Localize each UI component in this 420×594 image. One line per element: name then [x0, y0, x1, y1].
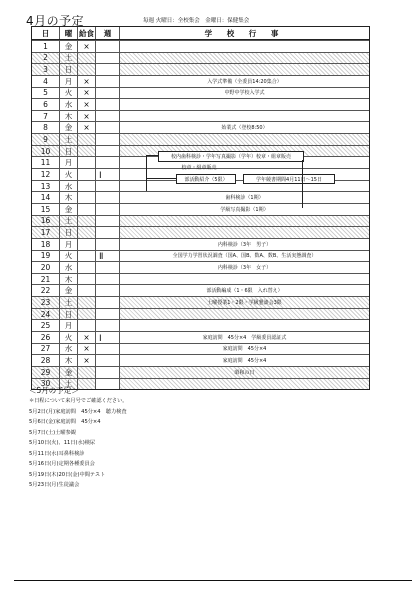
- lunch-cell: [78, 285, 96, 296]
- week-cell: [96, 239, 120, 250]
- week-cell: [96, 64, 120, 75]
- day-cell: 21: [32, 274, 60, 285]
- weekday-cell: 水: [60, 262, 78, 273]
- week-cell: [96, 122, 120, 133]
- lunch-cell: [78, 216, 96, 227]
- lunch-cell: [78, 262, 96, 273]
- week-cell: [96, 76, 120, 87]
- table-row: [32, 296, 369, 308]
- day-cell: 14: [32, 192, 60, 203]
- lunch-cell: [78, 53, 96, 64]
- day-cell: 2: [32, 53, 60, 64]
- table-row: [32, 331, 369, 343]
- table-row: [32, 87, 369, 99]
- lunch-cell: ×: [78, 41, 96, 52]
- table-row: [32, 133, 369, 145]
- day-cell: 22: [32, 285, 60, 296]
- event-box-shika: 校内歯科検診・学年写真撮影（学年）校章・組章販売: [158, 151, 304, 162]
- weekday-cell: 日: [60, 309, 78, 320]
- day-cell: 10: [32, 146, 60, 157]
- weekday-cell: 日: [60, 146, 78, 157]
- table-row: [32, 226, 369, 238]
- event-cell: [120, 64, 369, 75]
- day-cell: 5: [32, 88, 60, 99]
- event-cell: 土曜授業1・2限・学級懇談会3限: [207, 299, 282, 306]
- lunch-cell: ×: [78, 88, 96, 99]
- lunch-cell: [78, 134, 96, 145]
- week-cell: [96, 379, 120, 390]
- table-row: [32, 40, 369, 52]
- table-row: [32, 191, 369, 203]
- weekday-cell: 火: [60, 88, 78, 99]
- weekday-cell: 土: [60, 134, 78, 145]
- event-cell: [120, 111, 369, 122]
- day-cell: 19: [32, 251, 60, 262]
- week-mark-2: Ⅱ: [99, 252, 104, 262]
- event-cell: [120, 309, 369, 320]
- lunch-cell: [78, 379, 96, 390]
- lunch-cell: ×: [78, 122, 96, 133]
- week-mark-1: Ⅰ: [99, 171, 102, 181]
- page-title: 4月の予定: [26, 14, 85, 28]
- day-cell: 8: [32, 122, 60, 133]
- week-cell: [96, 262, 120, 273]
- lunch-cell: ×: [78, 344, 96, 355]
- event-cell: [120, 99, 369, 110]
- weekday-cell: 月: [60, 239, 78, 250]
- week-cell: [96, 355, 120, 366]
- weekday-cell: 土: [60, 53, 78, 64]
- event-cell: 家庭訪問 45分×4: [222, 358, 267, 365]
- day-cell: 17: [32, 227, 60, 238]
- day-cell: 16: [32, 216, 60, 227]
- weekday-cell: 木: [60, 111, 78, 122]
- weekday-cell: 月: [60, 157, 78, 168]
- lunch-cell: [78, 204, 96, 215]
- weekday-cell: 水: [60, 344, 78, 355]
- weekday-cell: 木: [60, 355, 78, 366]
- bracket-mid: [146, 178, 176, 179]
- weekday-cell: 木: [60, 192, 78, 203]
- table-row: [32, 261, 369, 273]
- event-cell: 内科検診（3年 女子）: [217, 264, 272, 271]
- header-day: 日: [32, 27, 60, 39]
- week-cell: [96, 111, 120, 122]
- header-weekday: 曜: [60, 27, 78, 39]
- table-row: [32, 98, 369, 110]
- event-cell: 中野中学校入学式: [224, 90, 265, 97]
- day-cell: 13: [32, 181, 60, 192]
- event-cell: 昭和の日: [234, 369, 255, 376]
- event-box-bukatsu: 部活動紹介（5限）: [176, 174, 236, 184]
- day-cell: 26: [32, 332, 60, 343]
- lunch-cell: [78, 64, 96, 75]
- header-week: 週: [96, 27, 120, 39]
- lunch-cell: [78, 169, 96, 180]
- weekday-cell: 月: [60, 320, 78, 331]
- lunch-cell: ×: [78, 76, 96, 87]
- lunch-cell: [78, 157, 96, 168]
- weekday-cell: 金: [60, 204, 78, 215]
- lunch-cell: [78, 297, 96, 308]
- table-row: [32, 52, 369, 64]
- event-cell: 入学式準備（全委員14:20集合）: [207, 78, 282, 85]
- week-cell: [96, 88, 120, 99]
- table-row: [32, 366, 369, 378]
- lunch-cell: ×: [78, 99, 96, 110]
- week-cell: [96, 309, 120, 320]
- table-row: [32, 203, 369, 215]
- table-row: [32, 354, 369, 366]
- day-cell: 9: [32, 134, 60, 145]
- day-cell: 24: [32, 309, 60, 320]
- lunch-cell: [78, 239, 96, 250]
- weekday-cell: 金: [60, 41, 78, 52]
- week-cell: [96, 181, 120, 192]
- weekday-cell: 土: [60, 379, 78, 390]
- schedule-table: [31, 26, 370, 390]
- table-row: [32, 319, 369, 331]
- day-cell: 4: [32, 76, 60, 87]
- weekday-cell: 火: [60, 169, 78, 180]
- table-row: [32, 284, 369, 296]
- day-cell: 6: [32, 99, 60, 110]
- event-cell: [120, 134, 369, 145]
- event-cell: 部活動編成（1・6限 入れ替え）: [206, 288, 283, 295]
- may-item: 5月19日(木)20日(金)中間テスト: [29, 471, 106, 478]
- table-row: [32, 343, 369, 355]
- table-row: [32, 238, 369, 250]
- weekday-cell: 火: [60, 332, 78, 343]
- event-cell: 家庭訪問 45分×4 学級委員認証式: [202, 334, 287, 341]
- table-row: [32, 215, 369, 227]
- week-cell: [96, 367, 120, 378]
- weekday-cell: 月: [60, 76, 78, 87]
- lunch-cell: [78, 251, 96, 262]
- lunch-cell: ×: [78, 111, 96, 122]
- table-row: [32, 75, 369, 87]
- day-cell: 25: [32, 320, 60, 331]
- lunch-cell: ×: [78, 355, 96, 366]
- table-row: [32, 63, 369, 75]
- table-row: [32, 121, 369, 133]
- day-cell: 3: [32, 64, 60, 75]
- may-item: 5月2日(月)家庭訪問 45分×4 聴力検査: [29, 408, 127, 415]
- week-cell: [96, 320, 120, 331]
- week-cell: [96, 157, 120, 168]
- lunch-cell: [78, 367, 96, 378]
- week-mark-3: Ⅰ: [99, 334, 102, 344]
- event-cell: 学級写真撮影（1期）: [220, 206, 269, 213]
- bracket-top: [146, 155, 158, 156]
- lunch-cell: [78, 192, 96, 203]
- may-item: 5月10日(火)、11日(水)検尿: [29, 440, 96, 446]
- may-item: 5月7日(土)土曜参観: [29, 429, 76, 436]
- may-item: 5月16日(月)定期各種委員会: [29, 461, 95, 467]
- event-cell: [120, 53, 369, 64]
- event-cell: [120, 41, 369, 52]
- week-cell: [96, 41, 120, 52]
- weekday-cell: 日: [60, 64, 78, 75]
- weekday-cell: 土: [60, 297, 78, 308]
- event-cell: [120, 320, 369, 331]
- lunch-cell: ×: [78, 332, 96, 343]
- week-cell: [96, 53, 120, 64]
- event-cell: 内科検診（3年 男子）: [217, 241, 272, 248]
- weekday-cell: 火: [60, 251, 78, 262]
- week-cell: [96, 146, 120, 157]
- weekday-cell: 日: [60, 227, 78, 238]
- may-item: 5月11日(水)耳鼻科検診: [29, 450, 85, 457]
- table-row: [32, 308, 369, 320]
- lunch-cell: [78, 309, 96, 320]
- may-title: ＜5月の予定＞: [29, 386, 79, 395]
- event-cell: 始業式（登校8:50）: [221, 125, 268, 132]
- weekday-cell: 水: [60, 99, 78, 110]
- arrow-line: [302, 160, 303, 208]
- event-cell: 家庭訪問 45分×4: [222, 346, 267, 353]
- event-box-kousho: 校章・組章販売: [181, 164, 217, 171]
- lunch-cell: [78, 274, 96, 285]
- week-cell: [96, 99, 120, 110]
- table-row: [32, 273, 369, 285]
- day-cell: 23: [32, 297, 60, 308]
- weekday-cell: 土: [60, 216, 78, 227]
- week-cell: [96, 192, 120, 203]
- day-cell: 15: [32, 204, 60, 215]
- lunch-cell: [78, 320, 96, 331]
- lunch-cell: [78, 227, 96, 238]
- header-lunch: 給食: [79, 28, 94, 38]
- may-list: [29, 396, 127, 491]
- day-cell: 20: [32, 262, 60, 273]
- day-cell: 11: [32, 157, 60, 168]
- week-cell: [96, 134, 120, 145]
- week-cell: [96, 297, 120, 308]
- page-subtitle: 毎週 火曜日：全校集会 金曜日：保健集会: [143, 18, 250, 24]
- event-box-kikan: 学年競書期間4月11日～15日: [243, 174, 335, 184]
- day-cell: 28: [32, 355, 60, 366]
- event-cell: [120, 379, 369, 390]
- day-cell: 12: [32, 169, 60, 180]
- day-cell: 27: [32, 344, 60, 355]
- event-cell: [120, 227, 369, 238]
- bracket-line: [146, 155, 147, 191]
- week-cell: [96, 344, 120, 355]
- weekday-cell: 水: [60, 181, 78, 192]
- day-cell: 30: [32, 379, 60, 390]
- table-row: [32, 110, 369, 122]
- week-cell: [96, 274, 120, 285]
- table-row: [32, 378, 369, 390]
- lunch-cell: [78, 181, 96, 192]
- table-row: [32, 250, 369, 262]
- day-cell: 18: [32, 239, 60, 250]
- event-cell: 全国学力学習状況調査（国A、国B、数A、数B、生活実態調査）: [172, 253, 317, 260]
- week-cell: [96, 227, 120, 238]
- weekday-cell: 金: [60, 122, 78, 133]
- may-item: 5月23日(月)生徒議会: [29, 482, 80, 488]
- day-cell: 1: [32, 41, 60, 52]
- may-item: 5月6日(金)家庭訪問 45分×4: [29, 419, 101, 425]
- footer-divider: [14, 580, 412, 581]
- may-item: ＊日程について来月号でご確認ください。: [29, 398, 128, 404]
- weekday-cell: 金: [60, 285, 78, 296]
- day-cell: 7: [32, 111, 60, 122]
- week-cell: [96, 285, 120, 296]
- event-cell: 歯科検診（1期）: [225, 195, 264, 202]
- lunch-cell: [78, 146, 96, 157]
- event-cell: [120, 274, 369, 285]
- day-cell: 29: [32, 367, 60, 378]
- event-cell: [120, 216, 369, 227]
- week-cell: [96, 204, 120, 215]
- table-header: [32, 27, 369, 40]
- weekday-cell: 金: [60, 367, 78, 378]
- header-event: 学 校 行 事: [204, 28, 285, 38]
- weekday-cell: 木: [60, 274, 78, 285]
- week-cell: [96, 216, 120, 227]
